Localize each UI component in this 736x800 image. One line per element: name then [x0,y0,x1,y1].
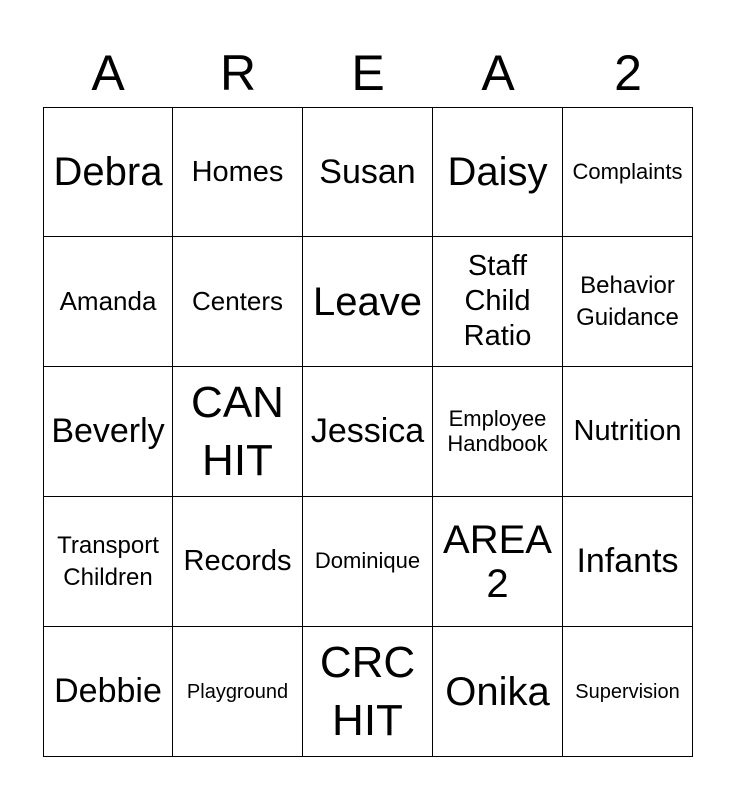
bingo-cell[interactable]: AREA 2 [433,497,563,627]
bingo-cell[interactable]: Onika [433,627,563,757]
bingo-cell[interactable]: Debra [43,107,173,237]
bingo-cell[interactable]: Complaints [563,107,693,237]
bingo-cell[interactable]: Debbie [43,627,173,757]
bingo-cell[interactable]: Dominique [303,497,433,627]
bingo-cell[interactable]: Transport Children [43,497,173,627]
bingo-cell[interactable]: Jessica [303,367,433,497]
bingo-cell[interactable]: Supervision [563,627,693,757]
bingo-cell[interactable]: Beverly [43,367,173,497]
bingo-cell[interactable]: Daisy [433,107,563,237]
bingo-cell[interactable]: Infants [563,497,693,627]
bingo-title [43,40,693,106]
bingo-cell[interactable]: Amanda [43,237,173,367]
bingo-cell[interactable]: Behavior Guidance [563,237,693,367]
title-letter: A [91,45,125,101]
title-letter: R [219,45,257,101]
bingo-cell[interactable]: Staff Child Ratio [433,237,563,367]
title-letter: E [351,45,385,101]
bingo-board [43,107,693,757]
bingo-cell[interactable]: Employee Handbook [433,367,563,497]
title-letter: A [481,45,515,101]
bingo-cell[interactable]: Centers [173,237,303,367]
bingo-cell[interactable]: Nutrition [563,367,693,497]
bingo-cell[interactable]: Homes [173,107,303,237]
bingo-cell[interactable]: CRC HIT [303,627,433,757]
title-letter: 2 [614,45,642,101]
bingo-cell[interactable]: CAN HIT [173,367,303,497]
bingo-cell[interactable]: Susan [303,107,433,237]
bingo-cell[interactable]: Records [173,497,303,627]
bingo-cell[interactable]: Leave [303,237,433,367]
bingo-cell[interactable]: Playground [173,627,303,757]
